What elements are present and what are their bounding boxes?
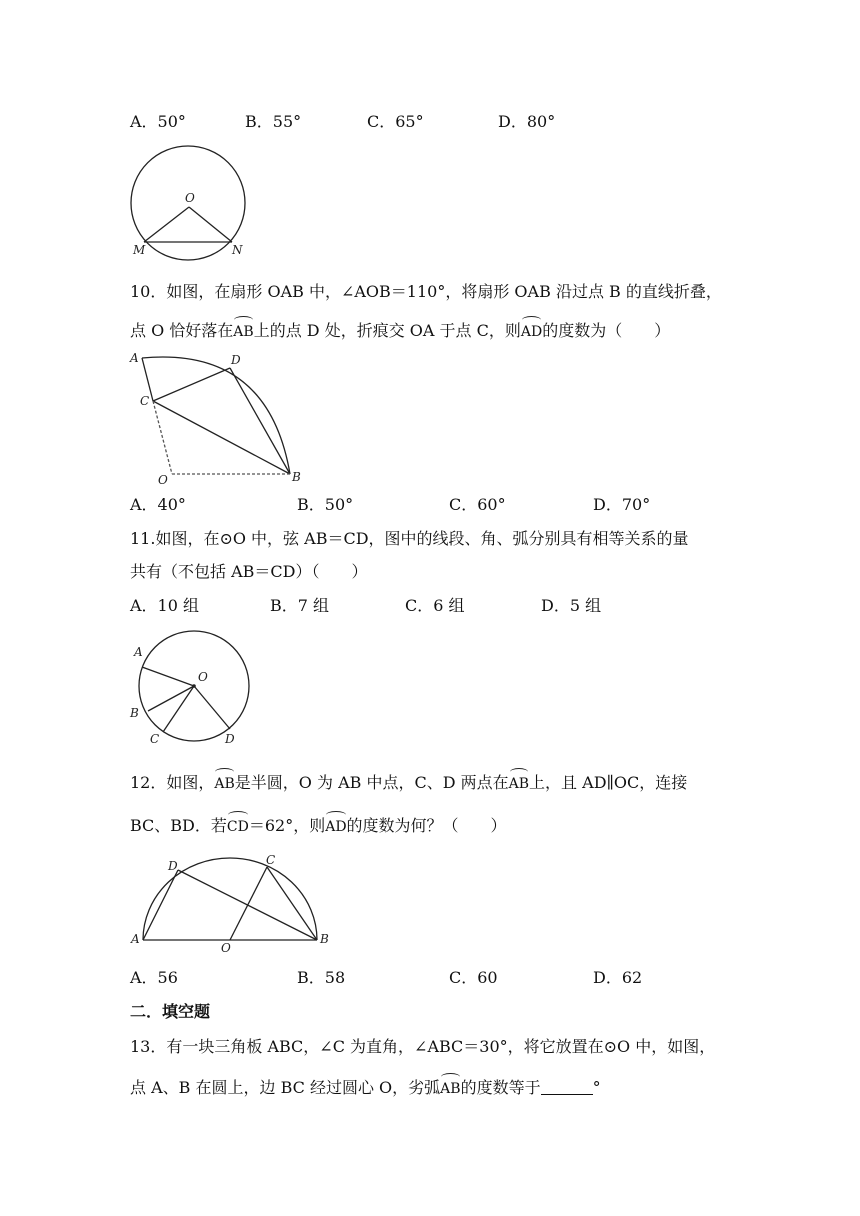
q10-dashed-co (153, 401, 172, 474)
q12-option-a: A．56 (130, 968, 178, 987)
q13-arc-ab: AB (440, 1078, 460, 1099)
q11-label-c: C (150, 732, 160, 746)
q10-label-d: D (231, 353, 241, 367)
q12-arc-ab-1: AB (214, 773, 234, 794)
q12-line1 (130, 773, 687, 794)
q12-segment-ad (143, 870, 178, 940)
q11-label-o: O (198, 670, 208, 684)
q12-text-4: BC、BD．若 (130, 816, 227, 835)
q11-option-d: D．5 组 (541, 596, 602, 615)
q10-arc-ad: AD (521, 321, 542, 342)
q10-line1: 10．如图，在扇形 OAB 中，∠AOB＝110°，将扇形 OAB 沿过点 B 的直线折叠， (130, 282, 722, 301)
q12-label-c: C (266, 853, 276, 867)
q12-segment-cb (267, 867, 317, 940)
q11-line1: 11.如图，在⊙O 中，弦 AB＝CD，图中的线段、角、弧分别具有相等关系的量 (130, 529, 689, 548)
q11-option-a: A．10 组 (130, 596, 200, 615)
q11-radius-ob (148, 686, 194, 711)
q9-label-n: N (232, 243, 243, 257)
q11-circle-figure (128, 634, 258, 749)
q11-radius-od (194, 686, 230, 729)
q12-option-d: D．62 (593, 968, 643, 987)
q13-line1: 13．有一块三角板 ABC，∠C 为直角，∠ABC＝30°，将它放置在⊙O 中，如图， (130, 1037, 716, 1056)
q9-label-o: O (185, 191, 195, 205)
q12-text-1: 12．如图， (130, 773, 215, 792)
q13-text-3: ° (592, 1078, 601, 1097)
q12-arc-cd: CD (227, 816, 249, 837)
q12-label-b: B (320, 932, 329, 946)
q10-text-1: 点 O 恰好落在 (130, 321, 234, 340)
q10-text-2: 上的点 D 处，折痕交 OA 于点 C，则 (253, 321, 521, 340)
q12-segment-oc (230, 867, 267, 940)
q12-text-6: 的度数为何？（ ） (346, 816, 507, 835)
q10-label-c: C (140, 394, 150, 408)
q12-arc-ab-2: AB (509, 773, 529, 794)
q12-semicircle-figure (128, 852, 328, 957)
q12-label-d: D (168, 859, 178, 873)
q11-radius-oa (142, 667, 194, 686)
q9-option-a: A．50° (130, 112, 186, 131)
q12-label-o: O (221, 941, 231, 955)
q9-label-m: M (133, 243, 146, 257)
q9-option-c: C．65° (367, 112, 424, 131)
q12-text-5: ＝62°，则 (248, 816, 326, 835)
q12-option-c: C．60 (449, 968, 498, 987)
q12-label-a: A (131, 932, 140, 946)
q13-text-2: 的度数等于 (460, 1078, 541, 1097)
q10-label-o: O (158, 473, 168, 487)
q11-center-dot (192, 684, 196, 688)
q9-option-b: B．55° (245, 112, 302, 131)
q11-option-b: B．7 组 (270, 596, 330, 615)
q10-label-a: A (130, 351, 139, 365)
q11-line2: 共有（不包括 AB＝CD）（ ） (130, 562, 368, 581)
q11-option-c: C．6 组 (405, 596, 465, 615)
q9-radius-om (144, 207, 189, 242)
q11-radius-oc (163, 686, 194, 732)
q11-label-a: A (134, 645, 143, 659)
q10-option-b: B．50° (297, 495, 354, 514)
q12-arc-ad: AD (325, 816, 346, 837)
q13-line2 (130, 1078, 601, 1099)
q11-label-d: D (225, 732, 235, 746)
section-heading-fill-in: 二．填空题 (130, 1002, 211, 1021)
q13-answer-blank[interactable] (541, 1080, 593, 1095)
q12-text-3: 上，且 AD∥OC，连接 (529, 773, 688, 792)
q9-radius-on (189, 207, 232, 242)
q9-option-d: D．80° (498, 112, 556, 131)
q12-text-2: 是半圆，O 为 AB 中点，C、D 两点在 (234, 773, 509, 792)
q12-option-b: B．58 (297, 968, 346, 987)
q10-option-d: D．70° (593, 495, 651, 514)
q13-text-1: 点 A、B 在圆上，边 BC 经过圆心 O，劣弧 (130, 1078, 441, 1097)
q12-line2 (130, 816, 507, 837)
q10-option-c: C．60° (449, 495, 506, 514)
q11-label-b: B (130, 706, 139, 720)
q10-sector-figure (128, 348, 308, 488)
q10-arc-ab: AB (233, 321, 253, 342)
q10-option-a: A．40° (130, 495, 186, 514)
q10-segment-cd (153, 368, 230, 401)
q10-line2 (130, 321, 670, 342)
q10-text-3: 的度数为（ ） (542, 321, 671, 340)
q10-label-b: B (292, 470, 301, 484)
q9-circle-figure (125, 150, 255, 260)
